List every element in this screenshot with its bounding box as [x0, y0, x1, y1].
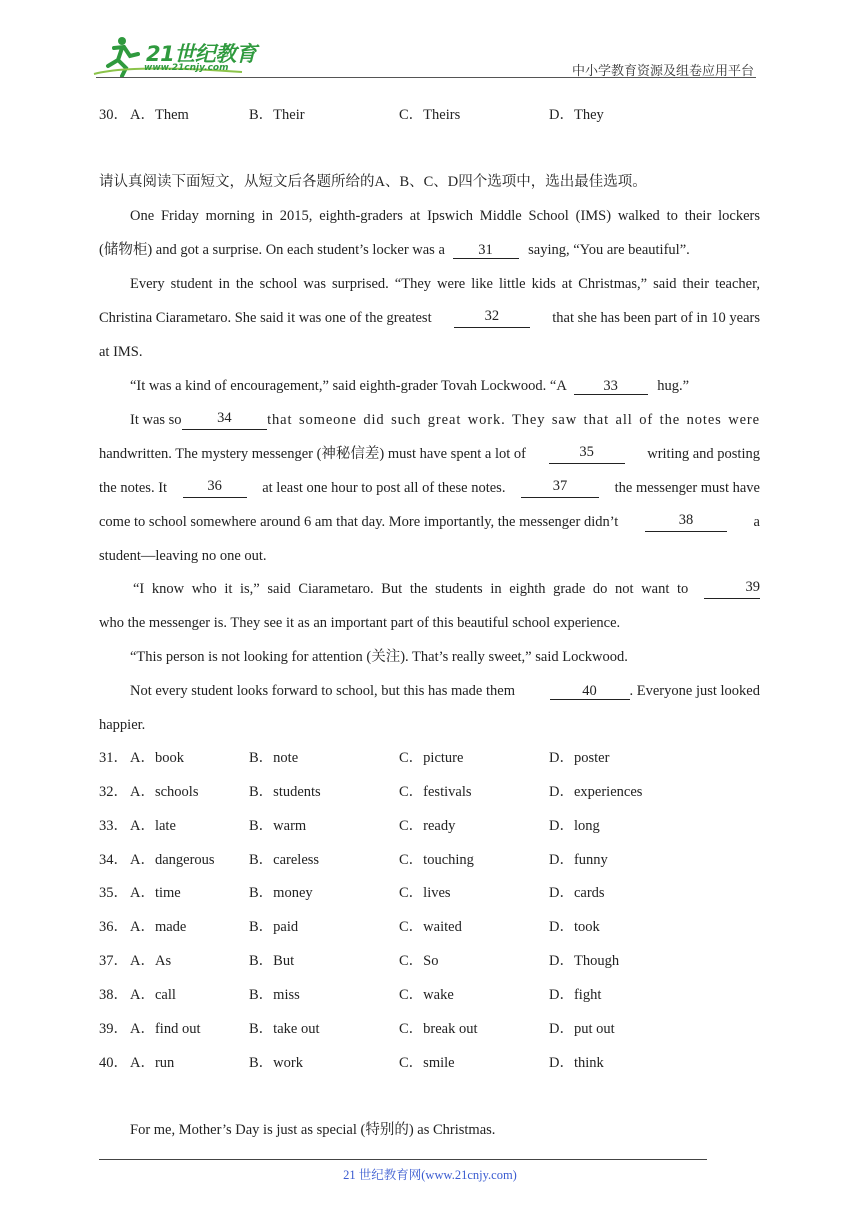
logo-text: 21世纪教育 — [146, 42, 257, 66]
option-c: C．wake — [399, 987, 454, 1003]
blank-32: 32 — [454, 308, 530, 328]
option-b: B．Their — [249, 107, 305, 123]
option-c: C．festivals — [399, 784, 472, 800]
question-number: 35． — [99, 885, 128, 901]
blank-37: 37 — [521, 478, 599, 498]
passage-text: the notes. It — [99, 480, 168, 496]
passage-line: at IMS. — [99, 344, 143, 360]
passage-line — [130, 410, 760, 430]
question-number: 31． — [99, 750, 128, 766]
option-a: A．late — [130, 818, 176, 834]
blank-38: 38 — [645, 512, 727, 532]
option-b: B．paid — [249, 919, 299, 935]
passage-text: that she has been part of in 10 years — [552, 310, 760, 326]
question-number: 33． — [99, 818, 128, 834]
question-row — [0, 748, 860, 768]
passage-line: happier. — [99, 717, 146, 733]
question-row — [0, 951, 860, 971]
question-number: 37． — [99, 953, 128, 969]
passage-text: handwritten. The mystery messenger (神秘信差) must have spent a lot of — [99, 446, 526, 462]
question-number: 32． — [99, 784, 128, 800]
blank-40: 40 — [550, 683, 630, 700]
option-c: C．Theirs — [399, 107, 461, 123]
option-a: A．Them — [130, 107, 189, 123]
passage-text: It was so — [130, 412, 182, 428]
option-d: D．funny — [549, 852, 608, 868]
option-b: B．warm — [249, 818, 307, 834]
question-number: 34． — [99, 852, 128, 868]
question-number: 39． — [99, 1021, 128, 1037]
passage-line — [130, 681, 760, 701]
option-a: A．schools — [130, 784, 199, 800]
option-a: A．run — [130, 1055, 175, 1071]
passage-line — [99, 512, 760, 532]
passage-text: “I know who it is,” said Ciarametaro. But the students in eighth grade do not want to — [133, 581, 689, 597]
passage-text: Christina Ciarametaro. She said it was one of the greatest — [99, 310, 432, 326]
option-d: D．put out — [549, 1021, 615, 1037]
passage-text: (储物柜) and got a surprise. On each student’s locker was a — [99, 242, 445, 258]
option-d: D．fight — [549, 987, 602, 1003]
option-b: B．note — [249, 750, 299, 766]
passage-text: writing and posting — [647, 446, 760, 462]
passage-text: a — [753, 514, 760, 530]
question-row — [0, 816, 860, 836]
option-d: D．took — [549, 919, 600, 935]
passage-text: the messenger must have — [614, 480, 760, 496]
header-tagline: 中小学教育资源及组卷应用平台 — [571, 63, 754, 78]
passage-line: who the messenger is. They see it as an important part of this beautiful school experience. — [99, 615, 621, 631]
question-row — [0, 917, 860, 937]
option-d: D．long — [549, 818, 600, 834]
option-b: B．But — [249, 953, 295, 969]
option-b: B．students — [249, 784, 321, 800]
passage-line — [99, 308, 760, 328]
option-c: C．lives — [399, 885, 451, 901]
footer-text: 21 世纪教育网(www.21cnjy.com) — [343, 1168, 517, 1182]
option-d: D．Though — [549, 953, 620, 969]
question-row — [0, 985, 860, 1005]
option-c: C．break out — [399, 1021, 478, 1037]
passage-text: . Everyone just looked — [629, 683, 760, 699]
option-b: B．take out — [249, 1021, 320, 1037]
passage-line: Every student in the school was surprised. “They were like little kids at Christmas,” said their teacher, — [130, 276, 760, 292]
question-number: 40． — [99, 1055, 128, 1071]
passage-line — [99, 444, 760, 464]
question-number: 30． — [99, 107, 128, 123]
option-d: D．think — [549, 1055, 604, 1071]
option-a: A．dangerous — [130, 852, 215, 868]
next-passage-line: For me, Mother’s Day is just as special (特别的) as Christmas. — [130, 1122, 496, 1138]
passage-line — [99, 240, 690, 260]
passage-text: come to school somewhere around 6 am that day. More importantly, the messenger didn’t — [99, 514, 619, 530]
option-d: D．experiences — [549, 784, 643, 800]
blank-31: 31 — [453, 242, 519, 259]
option-d: D．poster — [549, 750, 610, 766]
question-row — [0, 1053, 860, 1073]
option-a: A．call — [130, 987, 176, 1003]
blank-36: 36 — [183, 478, 247, 498]
option-a: A．As — [130, 953, 172, 969]
option-a: A．book — [130, 750, 184, 766]
question-number: 36． — [99, 919, 128, 935]
option-a: A．find out — [130, 1021, 201, 1037]
blank-39: 39 — [704, 579, 760, 599]
option-c: C．smile — [399, 1055, 455, 1071]
instruction-text: 请认真阅读下面短文，从短文后各题所给的A、B、C、D四个选项中，选出最佳选项。 — [99, 174, 647, 190]
question-row — [0, 883, 860, 903]
passage-text: at least one hour to post all of these notes. — [262, 480, 506, 496]
option-d: D．cards — [549, 885, 605, 901]
question-row — [0, 782, 860, 802]
blank-33: 33 — [574, 378, 648, 395]
passage-line — [99, 478, 760, 498]
question-row — [0, 850, 860, 870]
passage-text: Not every student looks forward to school, but this has made them — [130, 683, 515, 699]
passage-text: hug.” — [657, 378, 690, 394]
passage-text: “It was a kind of encouragement,” said eighth-grader Tovah Lockwood. “A — [130, 378, 566, 394]
passage-line: “This person is not looking for attention (关注). That’s really sweet,” said Lockwood. — [130, 649, 628, 665]
option-b: B．miss — [249, 987, 300, 1003]
footer-divider — [99, 1159, 707, 1160]
question-number: 38． — [99, 987, 128, 1003]
option-a: A．made — [130, 919, 187, 935]
option-b: B．work — [249, 1055, 303, 1071]
option-b: B．money — [249, 885, 313, 901]
passage-line — [133, 579, 760, 599]
blank-34: 34 — [182, 410, 268, 430]
option-c: C．ready — [399, 818, 456, 834]
passage-text: that someone did such great work. They saw that all of the notes were — [267, 412, 760, 428]
option-c: C．So — [399, 953, 439, 969]
passage-line: One Friday morning in 2015, eighth-graders at Ipswich Middle School (IMS) walked to their lockers — [130, 208, 760, 224]
option-c: C．picture — [399, 750, 464, 766]
option-c: C．waited — [399, 919, 462, 935]
header-divider — [96, 77, 756, 78]
blank-35: 35 — [549, 444, 625, 464]
passage-text: saying, “You are beautiful”. — [528, 242, 690, 258]
option-c: C．touching — [399, 852, 474, 868]
question-row — [0, 1019, 860, 1039]
logo-url: www.21cnjy.com — [144, 63, 229, 73]
passage-line: student—leaving no one out. — [99, 548, 267, 564]
option-a: A．time — [130, 885, 181, 901]
passage-line — [130, 376, 689, 396]
option-b: B．careless — [249, 852, 320, 868]
option-d: D．They — [549, 107, 604, 123]
